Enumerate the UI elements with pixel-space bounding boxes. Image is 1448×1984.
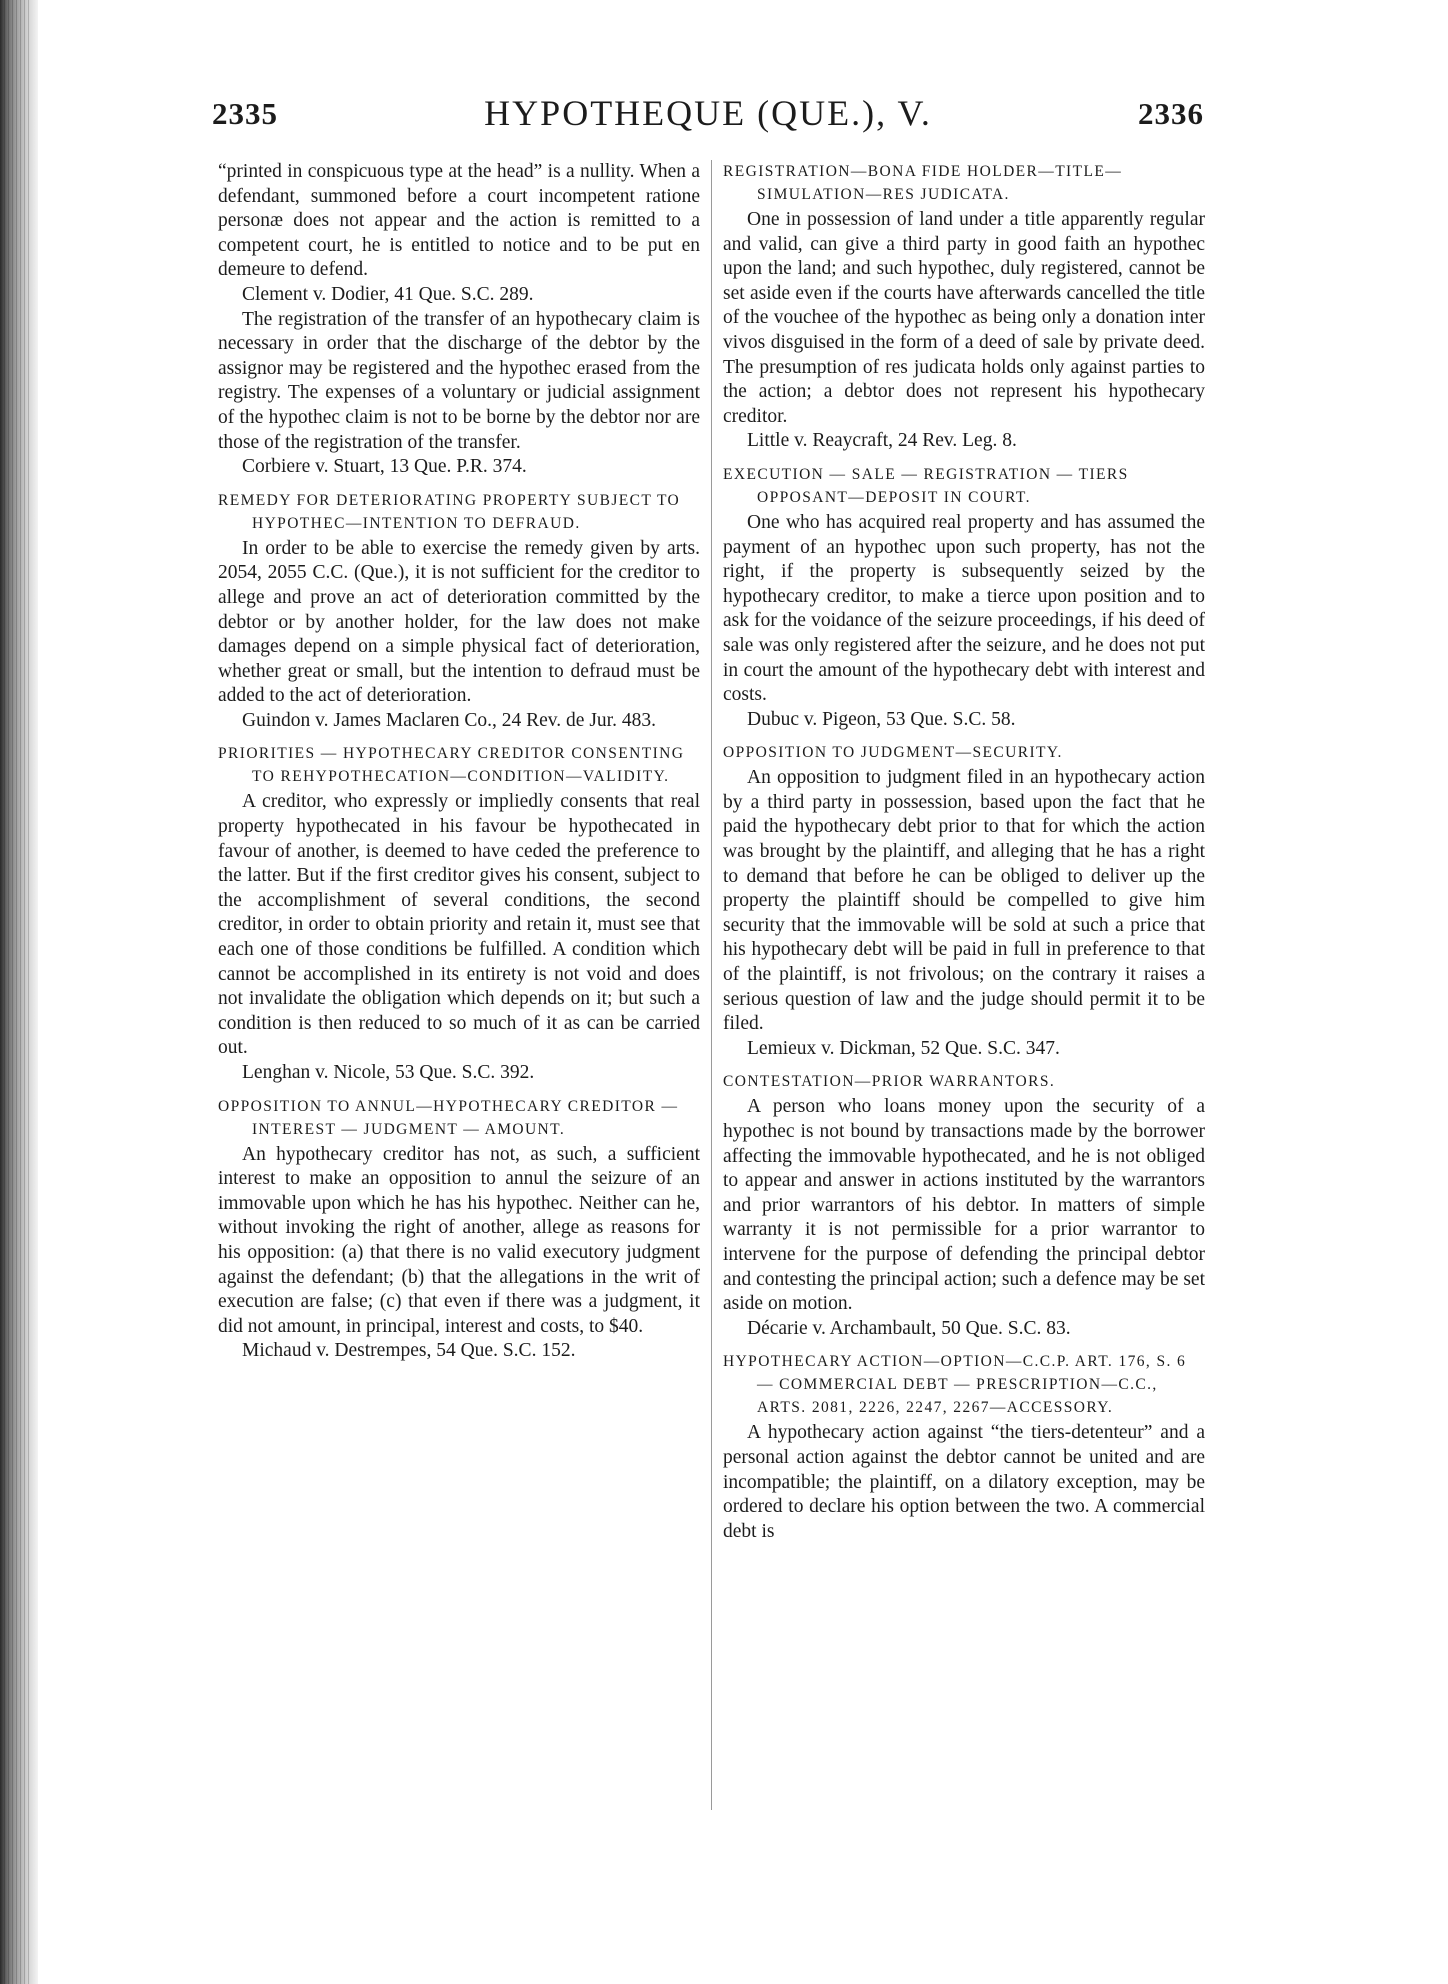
section-paragraph: A person who loans money upon the security of a hypothec is not bound by transactions made by the borrower affecting the immovable hypothecated, and he is not obliged to appear and answer in actions instituted by the warrantors and prior warrantors of his debtor. In matters of simple warranty it is not permissible for a prior warrantor to intervene for the purpose of defending the principal debtor and contesting the principal action; such a defence may be set aside on motion.: [723, 1096, 1205, 1315]
column-divider: [711, 160, 712, 1810]
page-number-left: 2335: [212, 96, 278, 131]
case-citation: Little v. Reaycraft, 24 Rev. Leg. 8.: [747, 430, 1017, 452]
section-paragraph: A creditor, who expressly or impliedly consents that real property hypothecated in his favour be hypothecated in favour of another, is deemed to have ceded the preference to the latter. But if the first creditor gives his consent, subject to the accomplishment of several conditions, the second creditor, in order to obtain priority and retain it, must see that each one of those conditions be fulfilled. A condition which cannot be accomplished in its entirety is not void and does not invalidate the obligation which depends on it; but such a condition is then reduced to so much of it as can be carried out.: [218, 791, 700, 1059]
case-citation: Guindon v. James Maclaren Co., 24 Rev. de Jur. 483.: [242, 709, 656, 731]
page-header: [212, 92, 1204, 142]
section-heading-opposition-annul: OPPOSITION TO ANNUL—HYPOTHECARY CREDITOR — INTEREST — JUDGMENT — AMOUNT.: [218, 1097, 679, 1138]
section-paragraph: In order to be able to exercise the remedy given by arts. 2054, 2055 C.C. (Que.), it is not sufficient for the creditor to allege and prove an act of deterioration committed by the debtor or by another holder, for the law does not make damages depend on a simple physical fact of deterioration, whether great or small, but the intention to defraud must be added to the act of deterioration.: [218, 537, 700, 707]
intro-paragraph: “printed in conspicuous type at the head” is a nullity. When a defendant, summoned before a court incompetent ratione personæ does not appear and the action is remitted to a competent court, he is entitled to notice and to be put en demeure to defend.: [218, 161, 700, 281]
case-citation: Dubuc v. Pigeon, 53 Que. S.C. 58.: [747, 708, 1016, 730]
section-heading-hypothecary-action: HYPOTHECARY ACTION—OPTION—C.C.P. ART. 176, S. 6 — COMMERCIAL DEBT — PRESCRIPTION—C.C., ARTS. 2081, 2226, 2247, 2267—ACCESSORY.: [723, 1353, 1187, 1417]
registration-paragraph: The registration of the transfer of an hypothecary claim is necessary in order that the discharge of the debtor by the assignor may be registered and the hypothec erased from the registry. The expenses of a voluntary or judicial assignment of the hypothec claim is not to be borne by the debtor nor are those of the registration of the transfer.: [218, 308, 700, 453]
section-heading-priorities: PRIORITIES — HYPOTHECARY CREDITOR CONSENTING TO REHYPOTHECATION—CONDITION—VALIDITY.: [218, 745, 685, 786]
section-paragraph: An opposition to judgment filed in an hypothecary action by a third party in possession, based upon the fact that he paid the hypothecary debt prior to that for which the action was brought by the plaintiff, and alleging that he has a right to demand that before he can be obliged to deliver up the property the plaintiff should be compelled to give him security that the immovable will be sold at such a price that his hypothecary debt will be paid in full in preference to that of the plaintiff, is not frivolous; on the contrary it raises a serious question of law and the judge should permit it to be filed.: [723, 767, 1205, 1035]
section-paragraph: A hypothecary action against “the tiers-detenteur” and a personal action against the debtor cannot be united and are incompatible; the plaintiff, on a dilatory exception, may be ordered to declare his option between the two. A commercial debt is: [723, 1422, 1205, 1542]
page-number-right: 2336: [1138, 96, 1204, 131]
running-title: HYPOTHEQUE (QUE.), V.: [484, 93, 932, 133]
case-citation: Décarie v. Archambault, 50 Que. S.C. 83.: [747, 1317, 1071, 1339]
case-citation: Lemieux v. Dickman, 52 Que. S.C. 347.: [747, 1037, 1060, 1059]
case-citation: Michaud v. Destrempes, 54 Que. S.C. 152.: [242, 1340, 576, 1362]
left-column: [218, 160, 700, 1364]
section-paragraph: One who has acquired real property and has assumed the payment of an hypothec upon such property, has not the right, if the property is subsequently seized by the hypothecary creditor, to make a tierce upon position and to ask for the voidance of the seizure proceedings, if his deed of sale was only registered after the seizure, and he does not put in court the amount of the hypothecary debt with interest and costs.: [723, 511, 1205, 706]
section-heading-registration: REGISTRATION—BONA FIDE HOLDER—TITLE—SIMULATION—RES JUDICATA.: [723, 163, 1123, 203]
case-citation: Corbiere v. Stuart, 13 Que. P.R. 374.: [242, 456, 527, 478]
section-paragraph: An hypothecary creditor has not, as such, a sufficient interest to make an opposition to annul the seizure of an immovable upon which he has his hypothec. Neither can he, without invoking the right of another, allege as reasons for his opposition: (a) that there is no valid executory judgment against the defendant; (b) that the allegations in the writ of execution are false; (c) that even if there was a judgment, it did not amount, in principal, interest and costs, to $40.: [218, 1143, 700, 1337]
binding-shadow-lines: [4, 0, 30, 1984]
section-heading-contestation: CONTESTATION—PRIOR WARRANTORS.: [723, 1073, 1056, 1091]
case-citation: Clement v. Dodier, 41 Que. S.C. 289.: [242, 283, 534, 305]
section-paragraph: One in possession of land under a title apparently regular and valid, can give a third party in good faith an hypothec upon the land; and such hypothec, duly registered, cannot be set aside even if the courts have afterwards cancelled the title of the vouchee of the hypothec as being only a donation inter vivos disguised in the form of a deed of sale by private deed. The presumption of res judicata holds only against parties to the action; a debtor does not represent his hypothecary creditor.: [723, 209, 1205, 427]
section-heading-remedy: REMEDY FOR DETERIORATING PROPERTY SUBJECT TO HYPOTHEC—INTENTION TO DEFRAUD.: [218, 491, 681, 532]
section-heading-execution: EXECUTION — SALE — REGISTRATION — TIERS OPPOSANT—DEPOSIT IN COURT.: [723, 465, 1129, 506]
section-heading-opposition-judgment: OPPOSITION TO JUDGMENT—SECURITY.: [723, 744, 1063, 762]
case-citation: Lenghan v. Nicole, 53 Que. S.C. 392.: [242, 1062, 535, 1083]
right-column: [723, 160, 1205, 1544]
